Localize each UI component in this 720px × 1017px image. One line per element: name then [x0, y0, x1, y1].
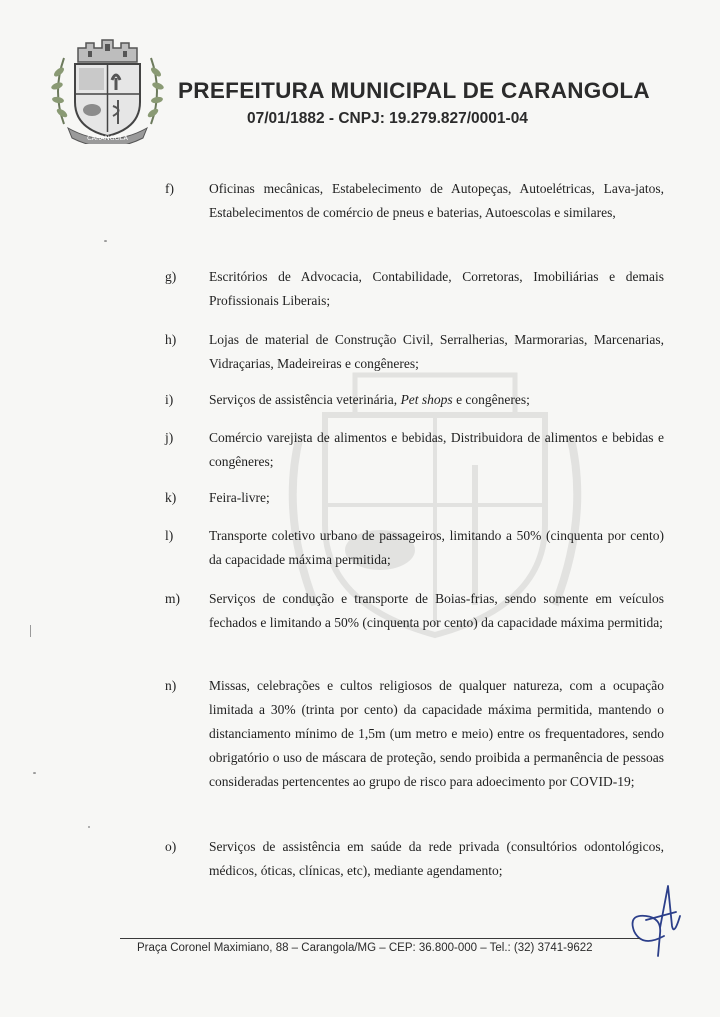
scan-speck — [88, 826, 90, 828]
scan-speck — [104, 240, 107, 242]
item-text: Oficinas mecânicas, Estabelecimento de Autopeças, Autoelétricas, Lava-jatos, Estabelecimentos de comércio de pneus e baterias, Autoescolas e similares, — [209, 181, 664, 220]
item-text: Lojas de material de Construção Civil, Serralherias, Marmorarias, Marcenarias, Vidraçarias, Madeireiras e congêneres; — [209, 332, 664, 371]
founding-date-cnpj: 07/01/1882 - CNPJ: 19.279.827/0001-04 — [247, 110, 528, 127]
item-text: Serviços de assistência em saúde da rede privada (consultórios odontológicos, médicos, óticas, clínicas, etc), mediante agendamento; — [209, 839, 664, 878]
footer-address: Praça Coronel Maximiano, 88 – Carangola/MG – CEP: 36.800-000 – Tel.: (32) 3741-9622 — [137, 942, 593, 954]
item-text: Transporte coletivo urbano de passageiros, limitando a 50% (cinquenta por cento) da capacidade máxima permitida; — [209, 528, 664, 567]
item-letter: o) — [165, 839, 177, 854]
item-letter: g) — [165, 269, 177, 284]
item-text: Serviços de assistência veterinária, Pet shops e congêneres; — [209, 392, 530, 407]
item-text: Feira-livre; — [209, 490, 270, 505]
crest-ribbon-text: CARANGOLA — [87, 134, 128, 142]
item-letter: k) — [165, 490, 177, 505]
item-letter: l) — [165, 528, 174, 543]
item-text: Serviços de condução e transporte de Boias-frias, sendo somente em veículos fechados e limitando a 50% (cinquenta por cento) da capacidade máxima permitida; — [209, 591, 664, 630]
scan-speck — [33, 772, 36, 774]
item-letter: f) — [165, 181, 174, 196]
item-text: Missas, celebrações e cultos religiosos de qualquer natureza, com a ocupação limitada a 30% (trinta por cento) da capacidade máxima permitida, mantendo o distanciamento mínimo de 1,5m (um metro e meio) entre os frequentadores, sendo obrigatório o uso de máscara de proteção, sendo proibida a permanência de pessoas consideradas pertencentes ao grupo de risco para adoecimento por COVID-19; — [209, 678, 664, 789]
footer-divider — [120, 938, 640, 939]
scan-speck — [30, 625, 31, 637]
item-text: Escritórios de Advocacia, Contabilidade, Corretoras, Imobiliárias e demais Profissionais Liberais; — [209, 269, 664, 308]
item-letter: m) — [165, 591, 180, 606]
signature-icon — [624, 876, 684, 962]
coat-of-arms-icon — [50, 32, 165, 144]
item-letter: j) — [165, 430, 174, 445]
item-letter: n) — [165, 678, 177, 693]
item-letter: h) — [165, 332, 177, 347]
item-text: Comércio varejista de alimentos e bebidas, Distribuidora de alimentos e bebidas e congêneres; — [209, 430, 664, 469]
page-title: PREFEITURA MUNICIPAL DE CARANGOLA — [178, 78, 650, 103]
item-letter: i) — [165, 392, 174, 407]
